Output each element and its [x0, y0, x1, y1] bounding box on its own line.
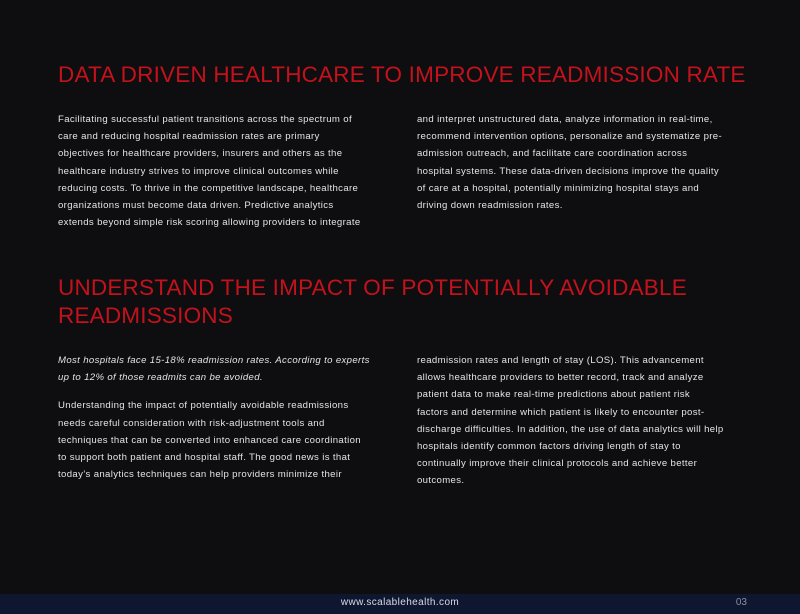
footer-website-link[interactable]: www.scalablehealth.com [340, 597, 460, 608]
section2-left-column [58, 352, 388, 483]
section1-right-column [417, 111, 747, 214]
section-title-avoidable-readmissions: UNDERSTAND THE IMPACT OF POTENTIALLY AVOIDABLE READMISSIONS [58, 275, 687, 328]
section2-intro-paragraph: Most hospitals face 15-18% readmission rates. According to experts up to 12% of those readmits can be avoided. [58, 355, 370, 384]
section1-left-column [58, 111, 378, 231]
section2-right-paragraph: readmission rates and length of stay (LOS). This advancement allows healthcare providers to better record, track and analyze patient data to make real-time predictions about patient risk factors and determine which patient is likely to encounter post- discharge difficulties. In addition, the use of data analytics will help hospitals identify common factors driving length of stay to continually improve their clinical protocols and achieve better outcomes. [417, 355, 724, 487]
section-title-data-driven: DATA DRIVEN HEALTHCARE TO IMPROVE READMISSION RATE [58, 62, 746, 87]
section1-right-paragraph: and interpret unstructured data, analyze information in real-time, recommend intervention options, personalize and systematize pre- admission outreach, and facilitate care coordination across hospital systems. These data-driven decisions improve the quality of care at a hospital, potentially minimizing hospital stays and driving down readmission rates. [417, 114, 723, 212]
section1-left-paragraph: Facilitating successful patient transitions across the spectrum of care and reducing hospital readmission rates are primary objectives for healthcare providers, insurers and others as the healthcare industry strives to improve clinical outcomes while reducing costs. To thrive in the competitive landscape, healthcare organizations must become data driven. Predictive analytics extends beyond simple risk scoring allowing providers to integrate [58, 114, 361, 229]
footer-bar [0, 594, 800, 614]
section2-left-paragraph: Understanding the impact of potentially avoidable readmissions needs careful consideration with risk-adjustment tools and techniques that can be converted into enhanced care coordination to support both patient and hospital staff. The good news is that today’s analytics techniques can help providers minimize their [58, 400, 361, 481]
section2-right-column [417, 352, 747, 490]
page-number: 03 [735, 597, 747, 608]
